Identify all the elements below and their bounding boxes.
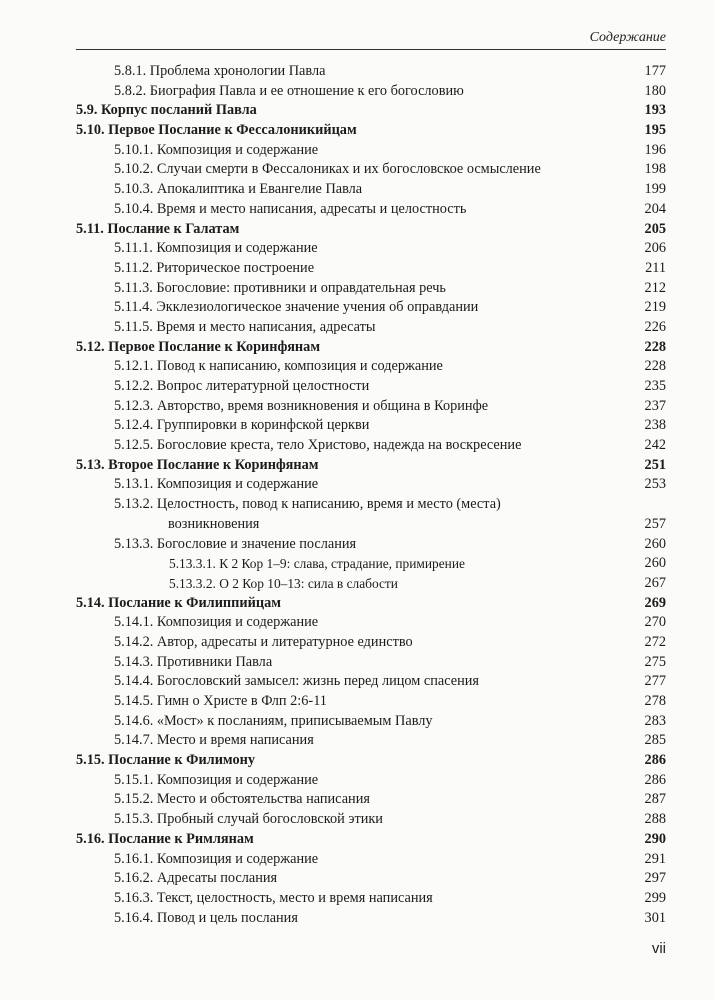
toc-entry-page: 196	[644, 141, 666, 158]
toc-subsection-entry	[76, 160, 666, 180]
toc-entry-title: 5.11.2. Риторическое построение	[114, 259, 315, 276]
toc-entry-page: 286	[644, 752, 666, 769]
toc-section-entry	[76, 338, 666, 358]
toc-entry-title: 5.10.2. Случаи смерти в Фессалониках и их богословское осмысление	[114, 161, 541, 178]
toc-subsection-entry	[76, 279, 666, 299]
toc-entry-page: 260	[644, 555, 666, 572]
toc-entry-title: 5.8.2. Биография Павла и ее отношение к его богословию	[114, 82, 464, 99]
toc-subsection-entry	[76, 810, 666, 830]
toc-entry-title: 5.13.3. Богословие и значение послания	[114, 535, 357, 552]
toc-entry-page: 195	[644, 122, 666, 139]
toc-subsection-entry	[76, 82, 666, 102]
toc-entry-page: 277	[644, 673, 666, 690]
toc-subsection-entry	[76, 259, 666, 279]
toc-entry-page: 237	[644, 397, 666, 414]
toc-section-entry	[76, 456, 666, 476]
toc-subsection-entry	[76, 731, 666, 751]
toc-entry-page: 275	[644, 653, 666, 670]
toc-subsection-entry	[76, 613, 666, 633]
toc-entry-title: 5.14.6. «Мост» к посланиям, приписываемым Павлу	[114, 712, 433, 729]
toc-entry-page: 226	[644, 318, 666, 335]
toc-entry-page: 272	[644, 633, 666, 650]
toc-entry-title: 5.16.1. Композиция и содержание	[114, 850, 319, 867]
toc-entry-title: возникновения	[168, 515, 260, 532]
toc-entry-title: 5.16.4. Повод и цель послания	[114, 909, 298, 926]
toc-entry-title: 5.9. Корпус посланий Павла	[76, 102, 257, 119]
toc-entry-title: 5.16.2. Адресаты послания	[114, 870, 278, 887]
toc-subsection-entry	[76, 475, 666, 495]
toc-section-entry	[76, 101, 666, 121]
toc-entry-title: 5.11.1. Композиция и содержание	[114, 240, 318, 257]
toc-entry-title: 5.13.1. Композиция и содержание	[114, 476, 319, 493]
toc-entry-title: 5.13.3.1. К 2 Кор 1–9: слава, страдание, примирение	[169, 556, 465, 572]
toc-subsection-entry	[76, 357, 666, 377]
toc-entry-title: 5.10.1. Композиция и содержание	[114, 141, 319, 158]
toc-entry-title: 5.10.3. Апокалиптика и Евангелие Павла	[114, 181, 363, 198]
toc-section-entry	[76, 121, 666, 141]
toc-entry-title: 5.12.2. Вопрос литературной целостности	[114, 378, 370, 394]
toc-entry-continuation	[76, 515, 666, 535]
toc-subsection-entry	[76, 712, 666, 732]
toc-subsection-entry	[76, 633, 666, 653]
toc-entry-page: 270	[644, 614, 666, 631]
toc-subsection-entry	[76, 436, 666, 456]
toc-entry-title: 5.12. Первое Послание к Коринфянам	[76, 338, 321, 355]
toc-subsection-entry	[76, 377, 666, 397]
toc-entry-title: 5.15.3. Пробный случай богословской этики	[114, 811, 383, 828]
toc-entry-title: 5.11. Послание к Галатам	[76, 220, 240, 237]
toc-entry-title: 5.14.1. Композиция и содержание	[114, 614, 319, 631]
toc-subsection-entry	[76, 653, 666, 673]
toc-subsection-entry	[76, 62, 666, 82]
toc-entry-title: 5.10. Первое Послание к Фессалоникийцам	[76, 122, 357, 139]
toc-entry-page: 212	[644, 279, 666, 296]
toc-subsection-entry	[76, 495, 666, 515]
toc-entry-title: 5.14.5. Гимн о Христе в Флп 2:6-11	[114, 693, 327, 709]
toc-entry-title: 5.16. Послание к Римлянам	[76, 830, 254, 847]
toc-entry-page: 291	[644, 850, 666, 867]
toc-entry-page: 278	[644, 693, 666, 709]
toc-subsection-entry	[76, 318, 666, 338]
toc-entry-title: 5.15. Послание к Филимону	[76, 752, 256, 769]
toc-entry-page: 253	[644, 476, 666, 493]
toc-entry-title: 5.14.7. Место и время написания	[114, 732, 314, 749]
toc-entry-page: 299	[644, 889, 666, 906]
toc-section-entry	[76, 594, 666, 614]
toc-subsection-entry	[76, 909, 666, 929]
toc-entry-title: 5.12.4. Группировки в коринфской церкви	[114, 417, 370, 434]
toc-entry-page: 290	[644, 830, 666, 847]
toc-entry-page: 267	[644, 574, 666, 591]
toc-entry-title: 5.10.4. Время и место написания, адресаты и целостность	[114, 200, 467, 217]
toc-entry-page: 228	[644, 358, 666, 375]
toc-entry-title: 5.14.2. Автор, адресаты и литературное единство	[114, 633, 413, 650]
toc-entry-title: 5.12.3. Авторство, время возникновения и община в Коринфе	[114, 397, 489, 414]
toc-entry-page: 301	[644, 909, 666, 926]
toc-entry-title: 5.15.1. Композиция и содержание	[114, 771, 319, 788]
toc-section-entry	[76, 751, 666, 771]
toc-entry-title: 5.12.1. Повод к написанию, композиция и содержание	[114, 358, 443, 375]
toc-subsection-entry	[76, 416, 666, 436]
toc-entry-title: 5.8.1. Проблема хронологии Павла	[114, 63, 326, 79]
toc-subsection-entry	[76, 672, 666, 692]
toc-entry-page: 297	[644, 870, 666, 887]
toc-section-entry	[76, 220, 666, 240]
toc-subsection-entry	[76, 771, 666, 791]
toc-subsection-entry	[76, 397, 666, 417]
toc-entry-title: 5.11.4. Экклезиологическое значение учения об оправдании	[114, 299, 479, 316]
toc-entry-page: 287	[644, 791, 666, 808]
toc-entry-page: 269	[644, 594, 666, 611]
toc-subsection-entry	[76, 298, 666, 318]
toc-entry-page: 260	[644, 535, 666, 552]
toc-entry-page: 198	[644, 161, 666, 178]
toc-entry-page: 193	[644, 102, 666, 119]
toc-entry-page: 238	[644, 417, 666, 434]
running-header	[76, 30, 666, 50]
toc-entry-page: 199	[644, 181, 666, 198]
toc-subsection-entry	[76, 574, 666, 594]
toc-subsection-entry	[76, 180, 666, 200]
toc-subsection-entry	[76, 850, 666, 870]
table-of-contents	[76, 62, 666, 928]
toc-entry-page: 251	[644, 456, 666, 473]
header-title: Содержание	[589, 30, 666, 45]
toc-entry-page: 288	[644, 811, 666, 828]
toc-entry-title: 5.13.3.2. О 2 Кор 10–13: сила в слабости	[169, 575, 398, 591]
toc-entry-title: 5.13. Второе Послание к Коринфянам	[76, 456, 319, 473]
toc-subsection-entry	[76, 141, 666, 161]
toc-entry-title: 5.16.3. Текст, целостность, место и время написания	[114, 889, 433, 906]
toc-entry-title: 5.14.4. Богословский замысел: жизнь перед лицом спасения	[114, 673, 480, 690]
toc-entry-page: 204	[644, 200, 666, 217]
toc-subsection-entry	[76, 889, 666, 909]
toc-entry-title: 5.14.3. Противники Павла	[114, 653, 273, 670]
toc-entry-page: 228	[644, 338, 666, 355]
toc-entry-page: 205	[644, 220, 666, 237]
toc-subsection-entry	[76, 535, 666, 555]
toc-entry-page: 177	[644, 63, 666, 79]
toc-entry-page: 235	[644, 378, 666, 394]
toc-subsection-entry	[76, 790, 666, 810]
toc-entry-page: 211	[645, 259, 666, 276]
page-number: vii	[651, 940, 666, 957]
toc-entry-page: 219	[644, 299, 666, 316]
toc-entry-title: 5.13.2. Целостность, повод к написанию, время и место (места)	[114, 496, 501, 513]
toc-entry-page: 206	[644, 240, 666, 257]
toc-subsection-entry	[76, 554, 666, 574]
toc-entry-page: 257	[644, 515, 666, 532]
toc-entry-title: 5.11.5. Время и место написания, адресаты	[114, 318, 376, 335]
toc-entry-page: 180	[644, 82, 666, 99]
toc-entry-page: 285	[644, 732, 666, 749]
toc-subsection-entry	[76, 239, 666, 259]
toc-entry-title: 5.14. Послание к Филиппийцам	[76, 594, 282, 611]
toc-subsection-entry	[76, 692, 666, 712]
toc-entry-title: 5.11.3. Богословие: противники и оправдательная речь	[114, 279, 446, 296]
toc-entry-page: 242	[644, 437, 666, 454]
toc-entry-title: 5.15.2. Место и обстоятельства написания	[114, 791, 370, 808]
toc-section-entry	[76, 830, 666, 850]
toc-entry-title: 5.12.5. Богословие креста, тело Христово, надежда на воскресение	[114, 437, 522, 454]
toc-entry-page: 286	[644, 771, 666, 788]
toc-subsection-entry	[76, 200, 666, 220]
toc-subsection-entry	[76, 869, 666, 889]
toc-entry-page: 283	[644, 712, 666, 729]
